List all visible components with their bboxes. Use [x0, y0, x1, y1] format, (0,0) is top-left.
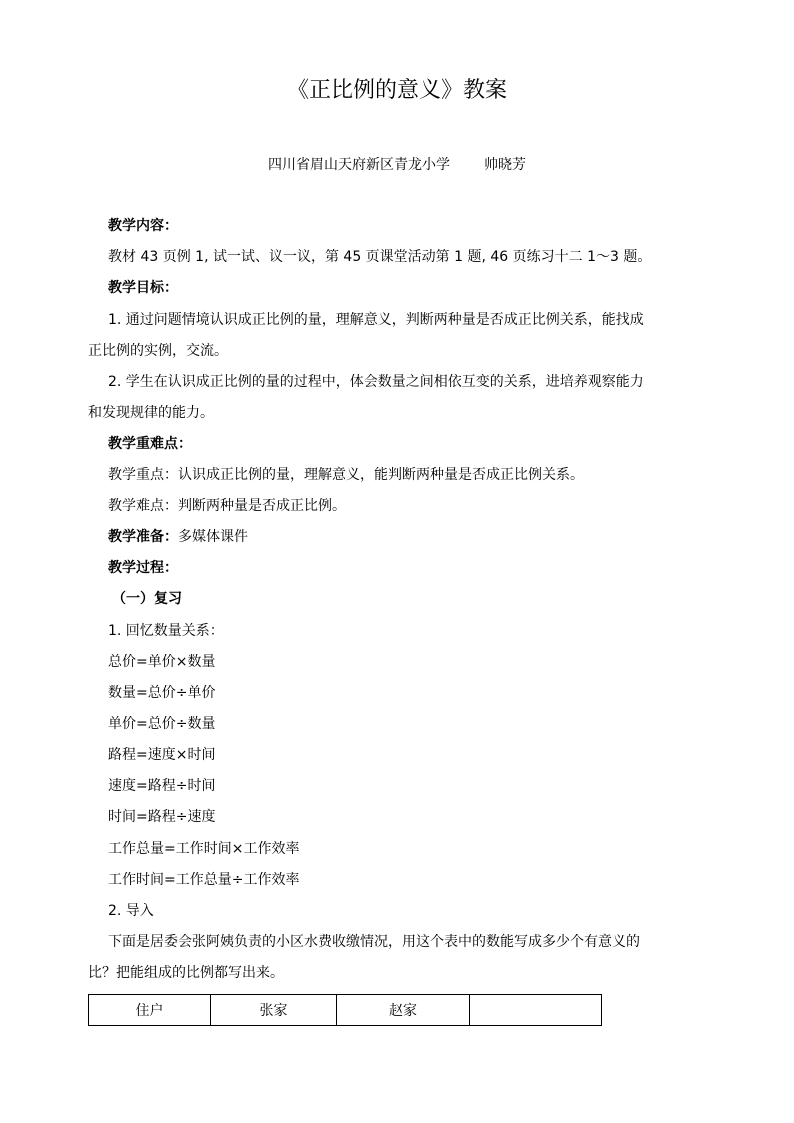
difficult-point: 教学难点：判断两种量是否成正比例。	[108, 498, 346, 514]
intro-heading: 2. 导入	[108, 903, 154, 919]
table-header-cell: 张家	[211, 995, 337, 1026]
recall-line: 1. 回忆数量关系：	[108, 623, 224, 639]
formula-line: 工作时间=工作总量÷工作效率	[108, 872, 300, 888]
table-header-cell	[470, 995, 602, 1026]
formula-line: 工作总量=工作时间×工作效率	[108, 841, 300, 857]
formula-line: 时间=路程÷速度	[108, 809, 216, 825]
goal-2-line-2: 和发现规律的能力。	[88, 405, 214, 421]
review-heading: （一）复习	[112, 591, 182, 607]
goal-1-line-1: 1. 通过问题情境认识成正比例的量，理解意义，判断两种量是否成正比例关系，能找成	[108, 312, 644, 328]
goal-1-line-2: 正比例的实例，交流。	[88, 343, 228, 359]
prep-line	[108, 526, 248, 548]
table-row	[89, 995, 602, 1026]
formula-line: 速度=路程÷时间	[108, 778, 216, 794]
prep-text: 多媒体课件	[178, 529, 248, 545]
table-header-cell: 赵家	[337, 995, 470, 1026]
author-school: 四川省眉山天府新区青龙小学	[268, 157, 450, 173]
goal-2-line-1: 2. 学生在认识成正比例的量的过程中，体会数量之间相依互变的关系，进培养观察能力	[108, 374, 644, 390]
formula-line: 路程=速度×时间	[108, 747, 216, 763]
content-heading: 教学内容：	[108, 218, 178, 234]
goals-heading: 教学目标：	[108, 280, 178, 296]
intro-line-1: 下面是居委会张阿姨负责的小区水费收缴情况，用这个表中的数能写成多少个有意义的	[108, 934, 640, 950]
formula-line: 单价=总价÷数量	[108, 716, 216, 732]
author-line	[0, 154, 794, 176]
key-point: 教学重点：认识成正比例的量，理解意义，能判断两种量是否成正比例关系。	[108, 467, 584, 483]
formula-line: 数量=总价÷单价	[108, 685, 216, 701]
document-title: 《正比例的意义》教案	[286, 78, 507, 103]
prep-heading: 教学准备：	[108, 529, 178, 545]
formula-line: 总价=单价×数量	[108, 654, 216, 670]
author-name: 帅晓芳	[484, 157, 526, 173]
content-text: 教材 43 页例 1, 试一试、议一议，第 45 页课堂活动第 1 题, 46 页练习十二 1～3 题。	[108, 249, 652, 265]
table-header-cell: 住户	[89, 995, 211, 1026]
keypoints-heading: 教学重难点：	[108, 436, 192, 452]
process-heading: 教学过程：	[108, 560, 178, 576]
water-fee-table	[88, 994, 602, 1026]
intro-line-2: 比？把能组成的比例都写出来。	[88, 965, 284, 981]
